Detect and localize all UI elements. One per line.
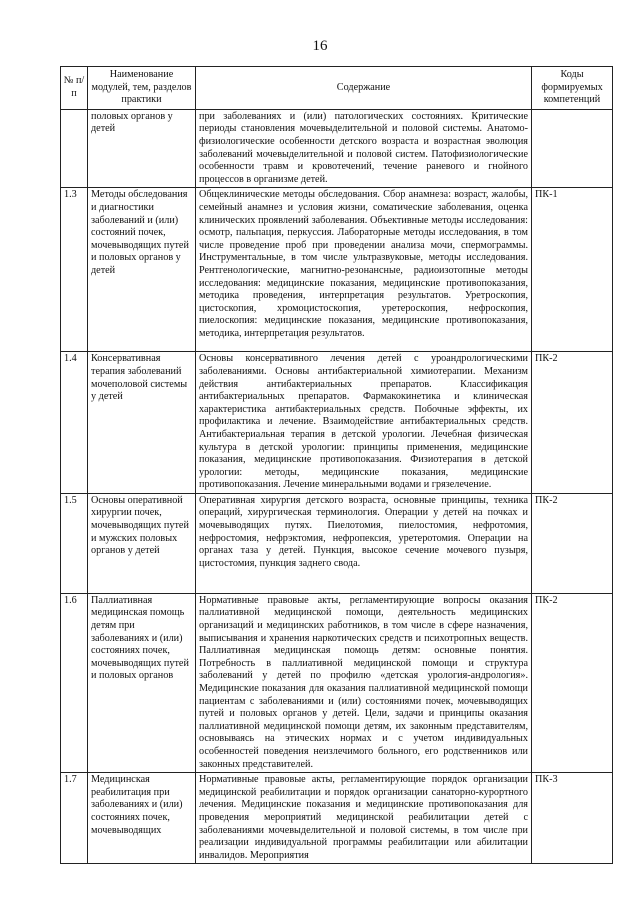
row-content: Основы консервативного лечения детей с уроандрологическими заболеваниями. Основы антибактериальной химиотерапии. Механизм действия антибактериальных препаратов. Классификация антибактериальных препаратов. Фармакокинетика и клиническая характеристика антибактериальных средств. Побочные эффекты, их профилактика и лечение. Взаимодействие антибактериальных средств. Антибактериальная терапия в детской урологии. Лечебная физическая культура в детской урологии: принципы применения, медицинские показания, медицинские противопоказания. Физиотерапия в детской урологии: методы, медицинские показания, медицинские противопоказания. Лечение минеральными водами и грязелечение. bbox=[196, 352, 532, 494]
table-row bbox=[61, 352, 613, 494]
row-module: половых органов у детей bbox=[88, 109, 196, 188]
row-number bbox=[61, 109, 88, 188]
row-code: ПК-1 bbox=[532, 188, 613, 352]
header-codes: Коды формируемых компетенций bbox=[532, 67, 613, 110]
row-number: 1.3 bbox=[61, 188, 88, 352]
row-module: Паллиативная медицинская помощь детям при заболеваниях и (или) состояниях почек, мочевыводящих путей и половых органов bbox=[88, 593, 196, 772]
row-content: Нормативные правовые акты, регламентирующие порядок организации медицинской реабилитации и порядок организации санаторно-курортного лечения. Медицинские показания и медицинские противопоказания для проведения мероприятий медицинской реабилитации детей с заболеваниями мочевыделительной и половой системы, в том числе при реализации индивидуальной программы реабилитации или абилитации инвалидов. Мероприятия bbox=[196, 773, 532, 864]
row-code: ПК-2 bbox=[532, 352, 613, 494]
row-code: ПК-2 bbox=[532, 493, 613, 593]
table-row bbox=[61, 109, 613, 188]
row-number: 1.7 bbox=[61, 773, 88, 864]
header-content: Содержание bbox=[196, 67, 532, 110]
row-content: Оперативная хирургия детского возраста, основные принципы, техника операций, хирургическая терминология. Операции у детей на почках и мочевыводящих путях. Пиелотомия, пиелостомия, нефротомия, нефростомия, нефрэктомия, нефропексия, уретеротомия. Операции на органах таза у детей. Пункция, высокое сечение мочевого пузыря, цистостомия, пункция заднего свода. bbox=[196, 493, 532, 593]
table-row bbox=[61, 188, 613, 352]
row-module: Консервативная терапия заболеваний мочеполовой системы у детей bbox=[88, 352, 196, 494]
row-number: 1.6 bbox=[61, 593, 88, 772]
row-code bbox=[532, 109, 613, 188]
row-code: ПК-3 bbox=[532, 773, 613, 864]
row-module: Основы оперативной хирургии почек, мочевыводящих путей и мужских половых органов у детей bbox=[88, 493, 196, 593]
curriculum-table bbox=[60, 66, 613, 864]
row-content: Нормативные правовые акты, регламентирующие вопросы оказания паллиативной медицинской помощи, деятельность медицинских организаций и медицинских работников, в том числе в сфере назначения, выписывания и хранения наркотических средств и психотропных веществ. Паллиативная медицинская помощь детям: основные понятия. Потребность в паллиативной медицинской помощи и структура заболеваний у детей по профилю «детская урология-андрология». Медицинские показания для оказания паллиативной медицинской помощи пациентам с заболеваниями и (или) состояниями почек, мочевыводящих путей и половых органов у детей. Цели, задачи и принципы оказания паллиативной медицинской помощи детям, их законным представителям, основываясь на этических нормах и с учетом индивидуальных особенностей поведения неизлечимого больного, его родственников или законных представителей. bbox=[196, 593, 532, 772]
row-module: Методы обследования и диагностики заболеваний и (или) состояний почек, мочевыводящих путей и половых органов у детей bbox=[88, 188, 196, 352]
header-number: № п/п bbox=[61, 67, 88, 110]
row-number: 1.4 bbox=[61, 352, 88, 494]
table-row bbox=[61, 773, 613, 864]
table-row bbox=[61, 493, 613, 593]
page-number: 16 bbox=[312, 38, 328, 54]
table-row bbox=[61, 593, 613, 772]
row-number: 1.5 bbox=[61, 493, 88, 593]
row-code: ПК-2 bbox=[532, 593, 613, 772]
row-content: при заболеваниях и (или) патологических состояниях. Критические периоды становления мочевыделительной и половой системы. Анатомо-физиологические особенности детского возраста и возрастная эволюция заболеваний мочевыделительной и половой систем. Патофизиологические особенности травм и кровотечений, течение раневого и гнойного процессов в организме детей. bbox=[196, 109, 532, 188]
table-header-row bbox=[61, 67, 613, 110]
row-module: Медицинская реабилитация при заболеваниях и (или) состояниях почек, мочевыводящих bbox=[88, 773, 196, 864]
row-content: Общеклинические методы обследования. Сбор анамнеза: возраст, жалобы, семейный анамнез и условия жизни, соматические заболевания, оценка клинических проявлений заболевания. Объективные методы исследования: осмотр, пальпация, перкуссия. Лабораторные методы исследования, в том числе проведение проб при проведении анализа мочи, спермограммы. Инструментальные, в том числе ультразвуковые, методы исследования. Рентгенологические, магнитно-резонансные, радиоизотопные методы исследования: медицинские показания, медицинские противопоказания, методика проведения, интерпретация результатов. Уретроскопия, цистоскопия, хромоцистоскопия, уретероскопия, нефроскопия, пиелоскопия: медицинские показания, медицинские противопоказания, методика, интерпретация результатов. bbox=[196, 188, 532, 352]
header-module: Наименование модулей, тем, разделов практики bbox=[88, 67, 196, 110]
